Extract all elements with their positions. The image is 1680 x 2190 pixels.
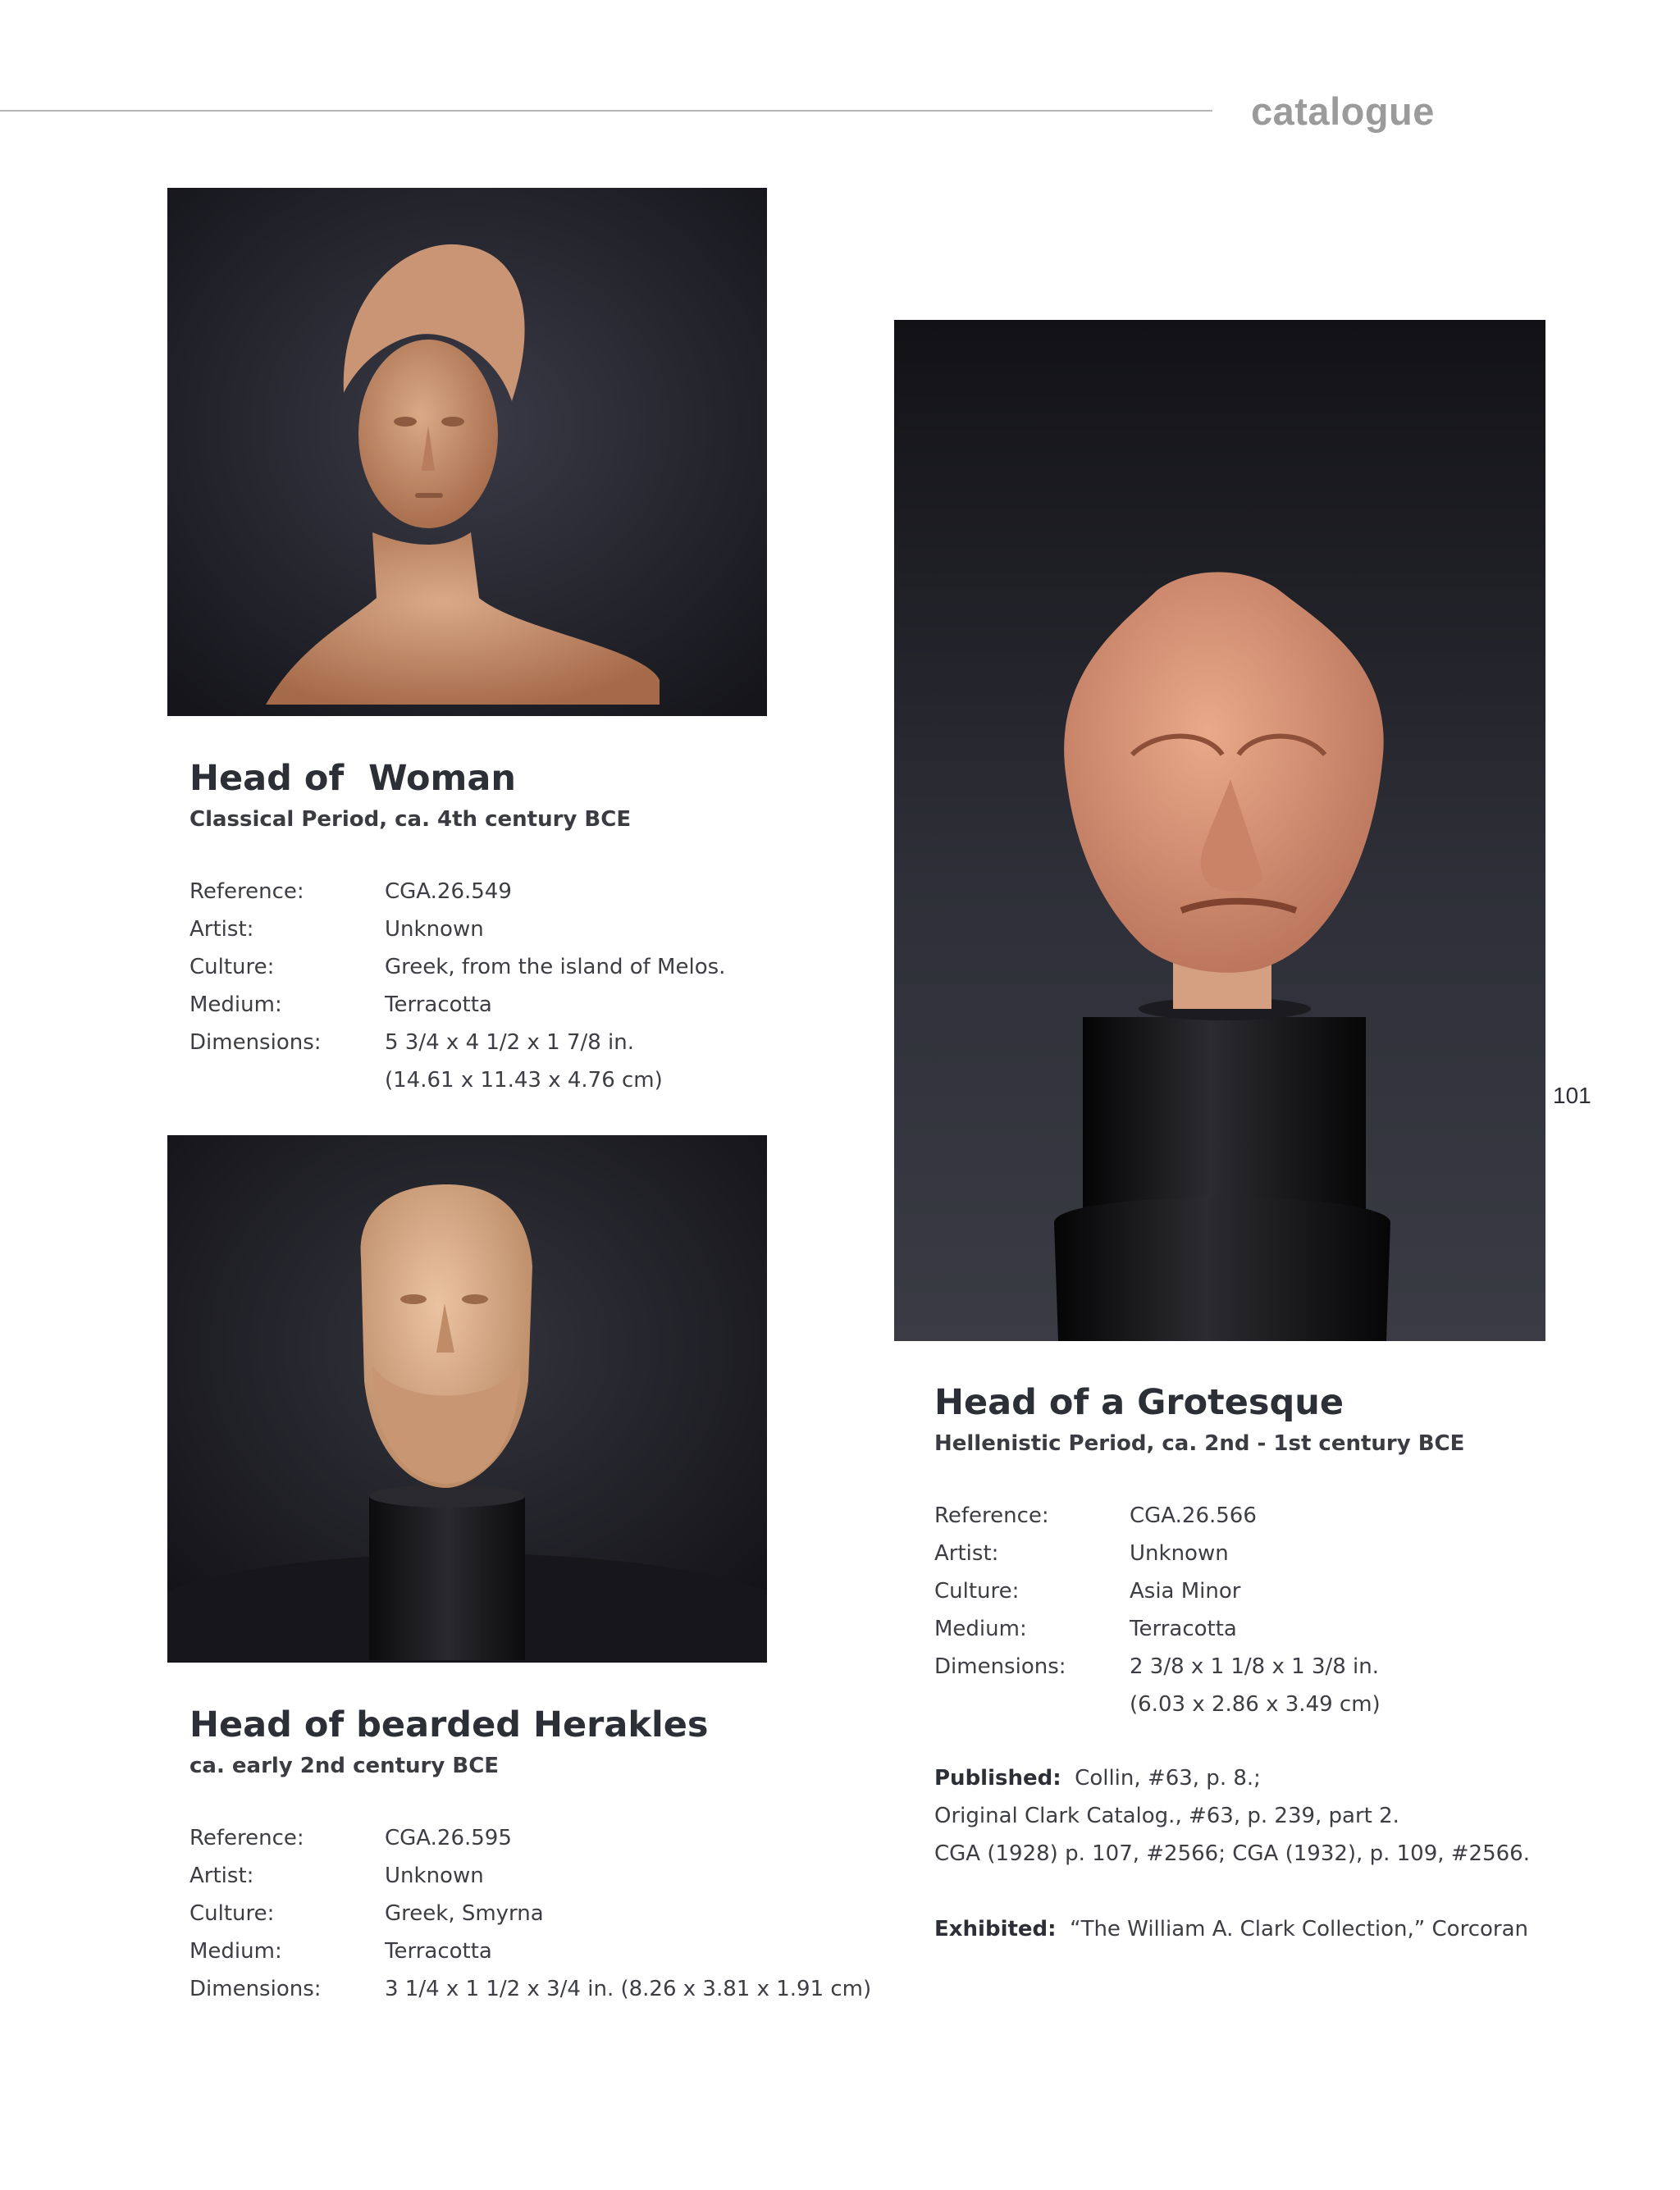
published-label: Published: <box>934 1766 1061 1791</box>
published-line: CGA (1928) p. 107, #2566; CGA (1932), p. 109, #2566. <box>934 1841 1530 1866</box>
page-number: 101 <box>1553 1083 1591 1108</box>
entry-facts <box>934 1497 1558 1723</box>
fact-row <box>189 1061 780 1099</box>
fact-label: Dimensions: <box>189 1030 322 1055</box>
fact-row <box>934 1686 1558 1723</box>
fact-value: Asia Minor <box>1130 1579 1241 1604</box>
fact-value: Terracotta <box>385 1939 492 1964</box>
fact-label: Dimensions: <box>189 1977 322 2001</box>
entry-title: Head of a Grotesque <box>934 1382 1344 1423</box>
entry-subtitle: Hellenistic Period, ca. 2nd - 1st century BCE <box>934 1431 1465 1456</box>
published-text: Collin, #63, p. 8.; <box>1075 1766 1261 1791</box>
fact-row <box>934 1648 1558 1686</box>
fact-value: 3 1/4 x 1 1/2 x 3/4 in. (8.26 x 3.81 x 1.91 cm) <box>385 1977 872 2001</box>
entry-facts <box>189 1819 872 2008</box>
fact-row <box>934 1572 1558 1610</box>
fact-label: Artist: <box>934 1541 999 1566</box>
fact-value: 2 3/8 x 1 1/8 x 1 3/8 in. <box>1130 1654 1380 1679</box>
fact-row <box>189 873 780 910</box>
published-line <box>934 1759 1558 1797</box>
fact-row <box>189 1932 829 1970</box>
fact-value: (6.03 x 2.86 x 3.49 cm) <box>1130 1692 1381 1717</box>
fact-value: Unknown <box>385 917 484 942</box>
entry-subtitle: Classical Period, ca. 4th century BCE <box>189 807 632 832</box>
fact-label: Culture: <box>189 955 275 979</box>
fact-row <box>934 1610 1558 1648</box>
fact-value: (14.61 x 11.43 x 4.76 cm) <box>385 1068 663 1093</box>
fact-value: Greek, Smyrna <box>385 1901 544 1926</box>
fact-label: Culture: <box>189 1901 275 1926</box>
exhibited-text: “The William A. Clark Collection,” Corcoran <box>1070 1917 1529 1941</box>
fact-row <box>189 1819 829 1857</box>
exhibited-line <box>934 1910 1558 1948</box>
fact-row <box>189 910 780 948</box>
exhibited-label: Exhibited: <box>934 1917 1057 1941</box>
header-rule <box>0 110 1212 112</box>
entry-subtitle: ca. early 2nd century BCE <box>189 1754 500 1778</box>
entry-title: Head of bearded Herakles <box>189 1704 709 1745</box>
fact-label: Reference: <box>934 1503 1049 1528</box>
entry-facts <box>189 873 780 1099</box>
fact-row <box>189 986 780 1024</box>
publication-notes <box>934 1759 1558 1948</box>
fact-label: Medium: <box>189 1939 282 1964</box>
entry-head-of-woman <box>189 756 780 1099</box>
fact-row <box>934 1535 1558 1572</box>
section-label: catalogue <box>1251 89 1435 133</box>
fact-value: Terracotta <box>1130 1617 1237 1641</box>
fact-row <box>189 948 780 986</box>
fact-label: Medium: <box>934 1617 1027 1641</box>
fact-value: CGA.26.566 <box>1130 1503 1257 1528</box>
photo-head-of-a-grotesque <box>894 320 1545 1341</box>
fact-label: Artist: <box>189 1864 254 1888</box>
fact-value: CGA.26.595 <box>385 1826 512 1850</box>
fact-row <box>189 1895 829 1932</box>
photo-head-of-bearded-herakles <box>167 1135 767 1663</box>
fact-label: Dimensions: <box>934 1654 1066 1679</box>
fact-value: Unknown <box>385 1864 484 1888</box>
fact-label: Reference: <box>189 1826 304 1850</box>
fact-value: CGA.26.549 <box>385 879 512 904</box>
fact-row <box>934 1497 1558 1535</box>
fact-label: Medium: <box>189 992 282 1017</box>
fact-row <box>189 1970 872 2008</box>
fact-value: Terracotta <box>385 992 492 1017</box>
entry-head-of-a-grotesque <box>934 1380 1558 1948</box>
fact-value: Unknown <box>1130 1541 1229 1566</box>
fact-label: Culture: <box>934 1579 1020 1604</box>
fact-label: Reference: <box>189 879 304 904</box>
entry-head-of-bearded-herakles <box>189 1703 872 2008</box>
fact-row <box>189 1857 829 1895</box>
fact-label: Artist: <box>189 917 254 942</box>
fact-value: 5 3/4 x 4 1/2 x 1 7/8 in. <box>385 1030 635 1055</box>
published-line: Original Clark Catalog., #63, p. 239, part 2. <box>934 1804 1399 1828</box>
fact-row <box>189 1024 780 1061</box>
entry-title: Head of Woman <box>189 758 516 799</box>
fact-value: Greek, from the island of Melos. <box>385 955 726 979</box>
photo-head-of-woman <box>167 188 767 716</box>
